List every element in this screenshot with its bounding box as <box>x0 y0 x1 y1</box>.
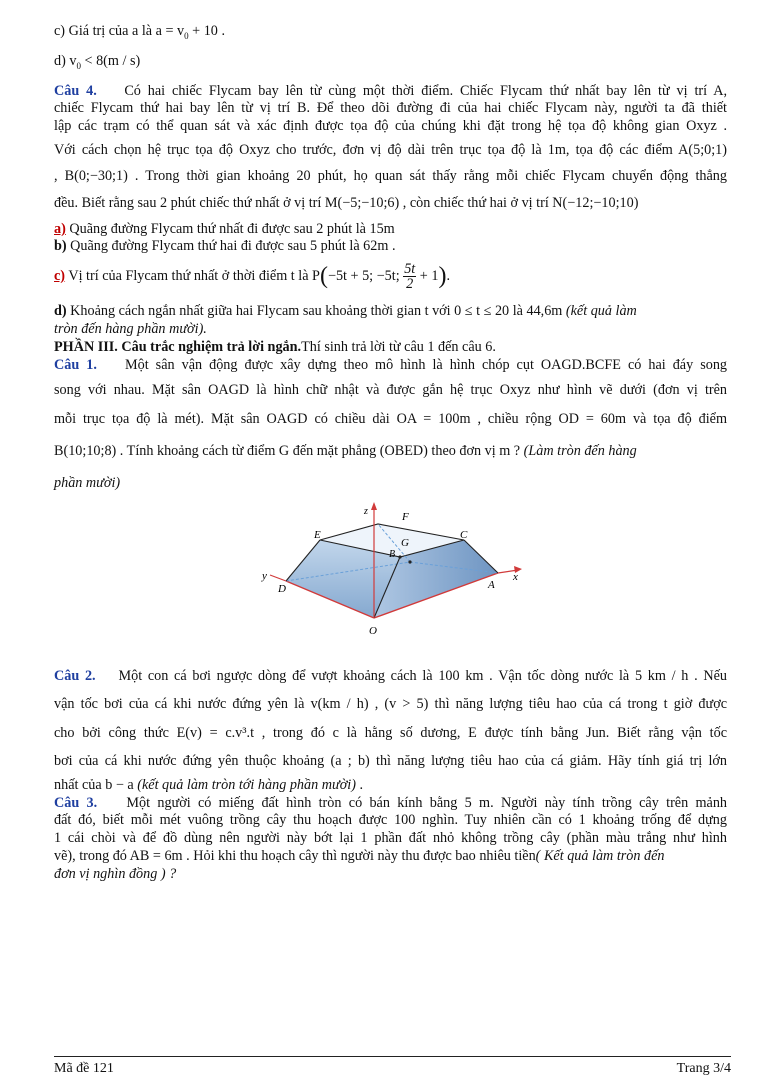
q4c-label: c) <box>54 267 66 284</box>
q4-line-1 <box>54 82 727 100</box>
stadium-frustum-figure <box>250 500 530 645</box>
c2-line-1 <box>54 667 727 685</box>
q4c-fraction-den: 2 <box>406 276 414 292</box>
c1-line-5: phần mười) <box>54 475 121 491</box>
option-c-line <box>54 22 727 45</box>
q4d-line-2: tròn đến hàng phần mười). <box>54 321 207 337</box>
q4-option-d <box>54 302 727 320</box>
option-d-sub: 0 <box>76 60 81 71</box>
label-E: E <box>314 529 321 541</box>
label-B: B <box>389 549 396 560</box>
q4a-text: Quãng đường Flycam thứ nhất đi được sau 2 phút là 15m <box>65 221 395 237</box>
c3-line-4 <box>54 847 727 865</box>
c1-text-1: Một sân vận động được xây dựng theo mô hình là hình chóp cụt OAGD.BCFE có hai đáy song <box>125 357 728 373</box>
label-O: O <box>369 625 377 637</box>
part3-bold: PHẦN III. Câu trắc nghiệm trả lời ngắn. <box>54 339 302 355</box>
q4-line-2: chiếc Flycam thứ hai bay lên từ vị trí B. Để theo dõi đường đi của hai chiếc Flycam này, người ta đã thiết <box>54 100 727 116</box>
option-c-text: c) Giá trị của a là a = v <box>54 23 185 39</box>
part3-rest: Thí sinh trả lời từ câu 1 đến câu 6. <box>301 339 496 355</box>
footer-rule <box>54 1056 731 1057</box>
c3-label: Câu 3. <box>54 795 98 811</box>
c1-text-4-italic: (Làm tròn đến hàng <box>523 443 637 459</box>
label-C: C <box>460 529 468 541</box>
label-G: G <box>401 537 409 549</box>
q4b-label: b) <box>54 238 67 254</box>
c2-line-4: bơi của cá khi nước đứng yên thuộc khoảng (a ; b) thì năng lượng tiêu hao của cá giảm. Hãy tính giá trị lớn <box>54 753 727 769</box>
label-x: x <box>513 571 518 583</box>
option-c-sub: 0 <box>184 30 189 41</box>
c3-line-1 <box>54 794 727 812</box>
c2-text-5a: nhất của b − a <box>54 777 138 793</box>
z-axis-arrow <box>371 502 377 510</box>
c3-line-3: 1 cái chòi và để đồ dùng nên người này bớt lại 1 phần đất nhỏ không trồng cây (phần màu trắng như hình <box>54 830 727 846</box>
q4d-text: Khoảng cách ngắn nhất giữa hai Flycam sau khoảng thời gian t với 0 ≤ t ≤ 20 là 44,6m <box>66 303 566 319</box>
q4-option-b <box>54 237 727 255</box>
c1-line-1 <box>54 356 727 374</box>
c2-line-2: vận tốc bơi của cá khi nước đứng yên là v(km / h) , (v > 5) thì năng lượng tiêu hao của cá trong t giờ được <box>54 696 727 712</box>
c1-line-4 <box>54 442 727 460</box>
part3-heading <box>54 338 727 356</box>
label-y: y <box>262 570 267 582</box>
option-c-tail: + 10 . <box>188 23 225 39</box>
q4-text-1: Có hai chiếc Flycam bay lên từ cùng một thời điểm. Chiếc Flycam thứ nhất bay lên từ vị trí A, <box>124 83 727 99</box>
q4d-label: d) <box>54 303 67 319</box>
c3-text-1: Một người có miếng đất hình tròn có bán kính bằng 5 m. Người này tính trồng cây trên mảnh <box>126 795 728 811</box>
q4-line-5: , B(0;−30;1) . Trong thời gian khoảng 20 phút, họ quan sát thấy rằng mỗi chiếc Flycam chuyển động thẳng <box>54 168 727 184</box>
q4c-text-4: . <box>446 267 450 284</box>
c1-line-3: mỗi trục tọa độ là mét). Mặt sân OAGD có chiều dài OA = 100m , chiều rộng OD = 60m và tọa độ điểm <box>54 411 727 427</box>
q4-line-6: đều. Biết rằng sau 2 phút chiếc thứ nhất ở vị trí M(−5;−10;6) , còn chiếc thứ hai ở vị trí N(−12;−10;10) <box>54 195 639 211</box>
label-z: z <box>364 506 368 517</box>
q4-option-c: c) Vị trí của Flycam thứ nhất ở thời điểm t là P(−5t + 5; −5t; $\frac{5t}{2}$ + 1). <box>54 261 450 292</box>
c3-text-4a: vẽ), trong đó AB = 6m . Hỏi khi thu hoạch cây thì người này thu được bao nhiêu tiền <box>54 848 536 864</box>
c2-text-5c: . <box>355 777 364 793</box>
footer-exam-code: Mã đề 121 <box>54 1061 114 1076</box>
label-A: A <box>488 579 495 591</box>
c2-line-3: cho bởi công thức E(v) = c.v³.t , trong đó c là hằng số dương, E được tính bằng Jun. Biết rằng vận tốc <box>54 725 727 741</box>
label-F: F <box>402 511 409 523</box>
q4-option-a <box>54 220 727 238</box>
c2-text-5b: (kết quả làm tròn tới hàng phần mười) <box>137 777 356 793</box>
y-axis <box>270 575 286 581</box>
q4c-fraction-num: 5t <box>404 261 416 277</box>
c2-label: Câu 2. <box>54 668 96 684</box>
q4b-text: Quãng đường Flycam thứ hai đi được sau 5 phút là 62m . <box>66 238 396 254</box>
point-B <box>398 555 401 558</box>
q4c-text-3: + 1 <box>416 267 439 284</box>
q4-line-3: lập các trạm có thể quan sát và xác định được tọa độ của chúng khi đặt trong hệ tọa độ không gian Oxyz . <box>54 118 727 134</box>
c3-text-4b: ( Kết quả làm tròn đến <box>535 848 665 864</box>
q4-label: Câu 4. <box>54 83 97 99</box>
footer-page-number: Trang 3/4 <box>676 1061 731 1076</box>
c1-text-4: B(10;10;8) . Tính khoảng cách từ điểm G đến mặt phẳng (OBED) theo đơn vị m ? <box>54 443 524 459</box>
c3-line-5: đơn vị nghìn đồng ) ? <box>54 866 177 882</box>
q4-line-4: Với cách chọn hệ trục tọa độ Oxyz cho trước, đơn vị độ dài trên trục tọa độ là 1m, tọa độ các điểm A(5;0;1) <box>54 142 727 158</box>
q4c-text-2: −5t + 5; −5t; <box>327 267 404 284</box>
label-D: D <box>278 583 286 595</box>
q4c-text-1: Vị trí của Flycam thứ nhất ở thời điểm t là P <box>65 267 320 284</box>
c1-line-2: song với nhau. Mặt sân OAGD là hình chữ nhật và được gắn hệ trục Oxyz như hình vẽ dưới (đơn vị trên <box>54 382 727 398</box>
q4c-fraction <box>403 262 416 291</box>
q4d-italic: (kết quả làm <box>565 303 637 319</box>
option-d-tail: < 8(m / s) <box>80 53 141 69</box>
q4a-label: a) <box>54 221 66 237</box>
c2-text-1: Một con cá bơi ngược dòng để vượt khoảng cách là 100 km . Vận tốc dòng nước là 5 km / h . Nếu <box>118 668 727 684</box>
point-G <box>408 560 411 563</box>
option-d-line <box>54 52 727 75</box>
option-d-text: d) v <box>54 53 77 69</box>
c3-line-2: đất đó, biết mỗi mét vuông trồng cây thu hoạch được 100 nghìn. Tuy nhiên cần có 1 khoảng trống để dựng <box>54 812 727 828</box>
c1-label: Câu 1. <box>54 357 97 373</box>
c2-line-5 <box>54 776 727 794</box>
